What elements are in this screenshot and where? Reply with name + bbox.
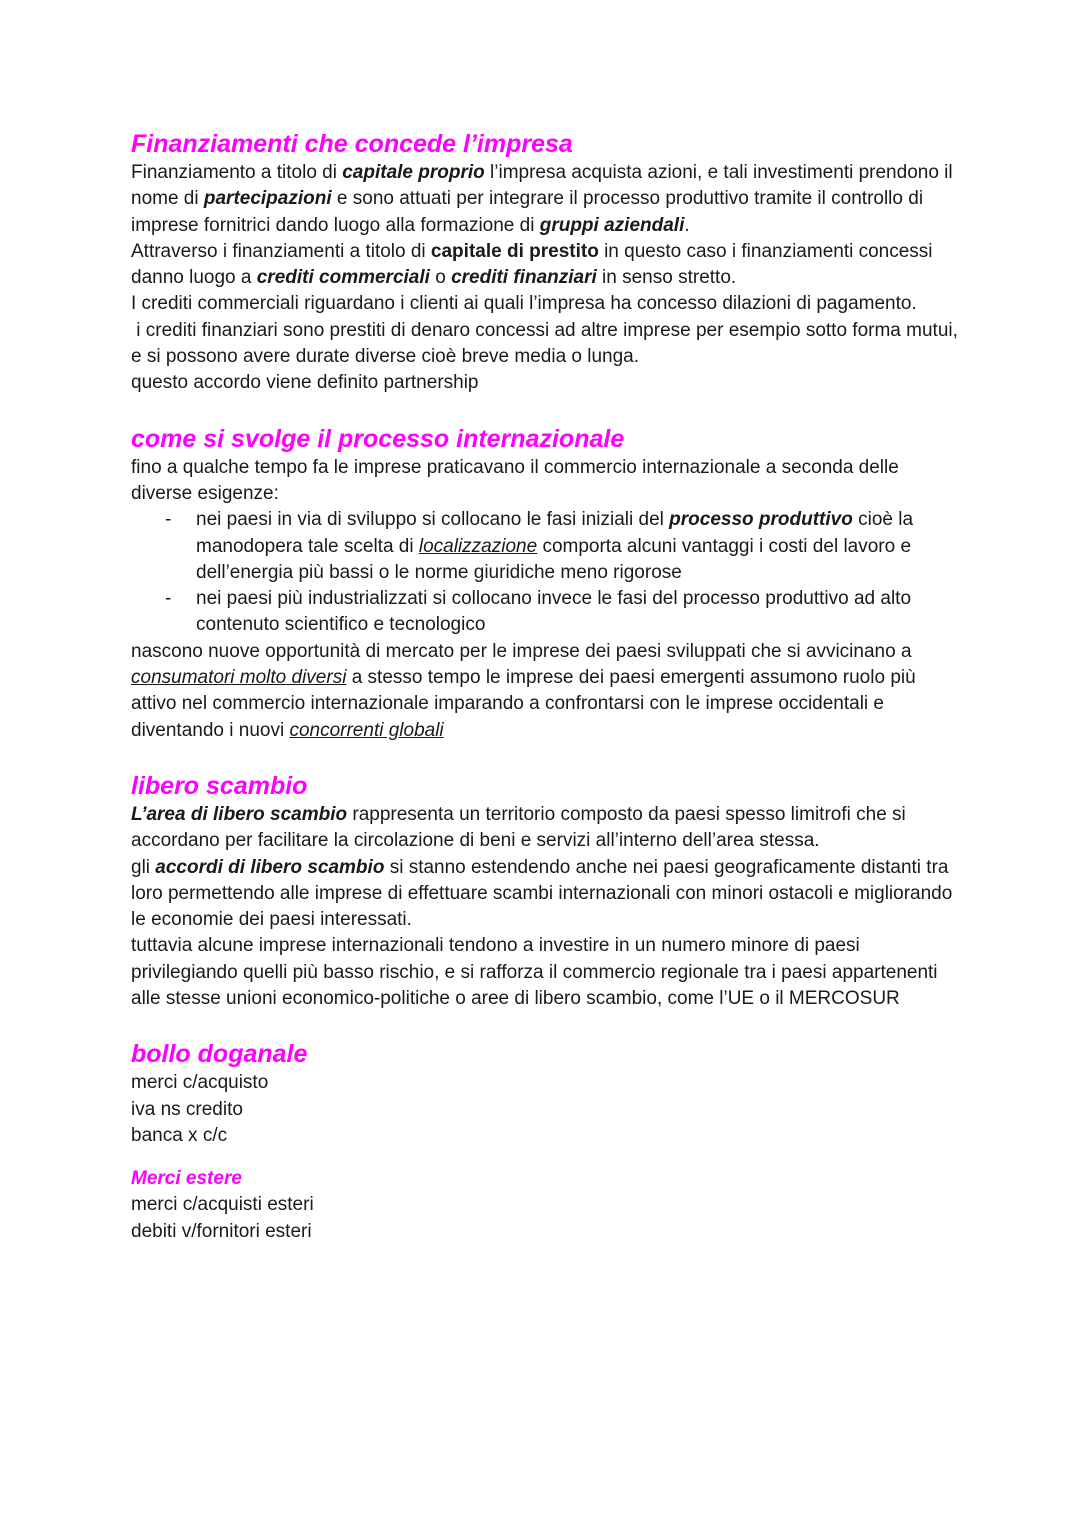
term-accordi-libero-scambio: accordi di libero scambio <box>155 856 385 878</box>
term-consumatori-diversi: consumatori molto diversi <box>131 667 347 689</box>
bullet-list <box>131 507 961 638</box>
term-crediti-finanziari: crediti finanziari <box>451 267 597 289</box>
paragraph-intro-commercio: fino a qualche tempo fa le imprese praticavano il commercio internazionale a seconda delle diverse esigenze: <box>131 456 899 504</box>
subtitle-merci-estere: Merci estere <box>131 1168 242 1190</box>
section-title-bollo-doganale: bollo doganale <box>131 1040 308 1069</box>
term-crediti-commerciali: crediti commerciali <box>256 267 430 289</box>
entry-line: debiti v/fornitori esteri <box>131 1220 312 1242</box>
term-capitale-prestito: capitale di prestito <box>430 240 599 262</box>
term-gruppi-aziendali: gruppi aziendali <box>539 214 685 236</box>
paragraph-accordi: gli accordi di libero scambio si stanno estendendo anche nei paesi geograficamente distanti tra loro permettendo alle imprese di effettuare scambi internazionali con minori ostacoli e migliorando le economie dei paesi interessati. <box>131 856 953 931</box>
term-localizzazione: localizzazione <box>418 535 538 557</box>
entry-line: iva ns credito <box>131 1098 243 1120</box>
list-item: - nei paesi più industrializzati si collocano invece le fasi del processo produttivo ad alto contenuto scientifico e tecnologico <box>165 588 912 636</box>
section-title-libero-scambio: libero scambio <box>131 771 308 800</box>
term-capitale-proprio: capitale proprio <box>342 162 485 183</box>
term-concorrenti-globali: concorrenti globali <box>289 719 444 741</box>
paragraph-crediti-commerciali: I crediti commerciali riguardano i clienti ai quali l’impresa ha concesso dilazioni di pagamento. <box>131 293 917 315</box>
section-title-finanziamenti: Finanziamenti che concede l’impresa <box>131 130 573 158</box>
entry-line: merci c/acquisto <box>131 1072 269 1094</box>
dash-bullet-icon: - <box>165 509 172 531</box>
paragraph-capitale-prestito: Attraverso i finanziamenti a titolo di capitale di prestito in questo caso i finanziamenti concessi danno luogo a crediti commerciali o crediti finanziari in senso stretto. <box>131 240 933 289</box>
section-title-processo-internazionale: come si svolge il processo internazionale <box>131 424 625 453</box>
dash-bullet-icon: - <box>165 588 172 610</box>
list-item: - nei paesi in via di sviluppo si collocano le fasi iniziali del processo produttivo cioè la manodopera tale scelta di localizzazione comporta alcuni vantaggi i costi del lavoro e dell’energia più bassi o le norme giuridiche meno rigorose <box>165 509 914 583</box>
paragraph-capitale-proprio: Finanziamento a titolo di capitale proprio l’impresa acquista azioni, e tali investimenti prendono il nome di partecipazioni e sono attuati per integrare il processo produttivo tramite il controllo di imprese fornitrici dando luogo alla formazione di gruppi aziendali. <box>131 162 953 236</box>
term-partecipazioni: partecipazioni <box>203 188 332 210</box>
paragraph-commercio-regionale: tuttavia alcune imprese internazionali tendono a investire in un numero minore di paesi privilegiando quelli più basso rischio, e si rafforza il commercio regionale tra i paesi appartenenti alle stesse unioni economico-politiche o aree di libero scambio, come l’UE o il MERCOSUR <box>131 935 938 1010</box>
entry-line: banca x c/c <box>131 1124 228 1146</box>
paragraph-opportunita: nascono nuove opportunità di mercato per le imprese dei paesi sviluppati che si avvicinano a consumatori molto diversi a stesso tempo le imprese dei paesi emergenti assumono ruolo più attivo nel commercio internazionale imparando a confrontarsi con le imprese occidentali e diventando i nuovi concorrenti globali <box>131 640 916 741</box>
term-processo-produttivo: processo produttivo <box>669 509 853 531</box>
paragraph-partnership: questo accordo viene definito partnership <box>131 372 479 394</box>
entry-line: merci c/acquisti esteri <box>131 1194 314 1216</box>
term-area-libero-scambio: L’area di libero scambio <box>131 803 348 825</box>
paragraph-crediti-finanziari: i crediti finanziari sono prestiti di denaro concessi ad altre imprese per esempio sotto forma mutui, e si possono avere durate diverse cioè breve media o lunga. <box>131 319 964 368</box>
paragraph-area-libero-scambio: L’area di libero scambio rappresenta un territorio composto da paesi spesso limitrofi che si accordano per facilitare la circolazione di beni e servizi all’interno dell’area stessa. <box>131 803 906 852</box>
document-page <box>131 128 964 1245</box>
